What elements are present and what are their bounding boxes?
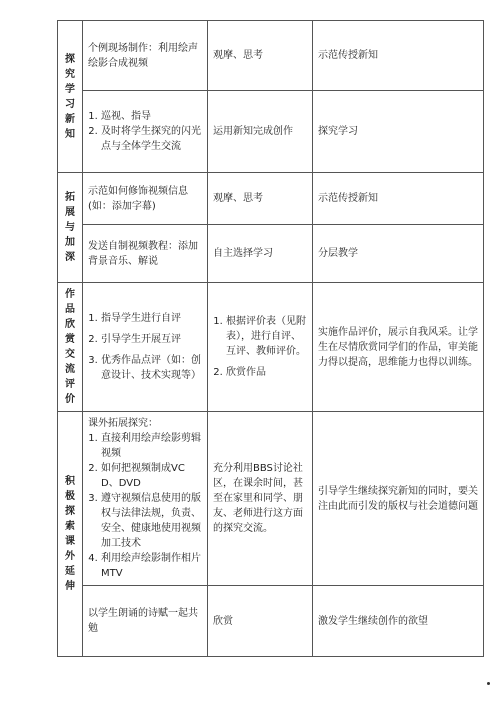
design-intent: 探究学习 — [313, 91, 484, 173]
student-activity: 观摩、思考 — [208, 21, 313, 91]
table-row — [58, 225, 484, 283]
list-item: 4. 利用绘声绘影制作相片MTV — [101, 551, 202, 581]
teacher-activity: 发送自制视频教程：添加背景音乐、解说 — [83, 225, 208, 283]
list-item: 1. 根据评价表（见附表），进行自评、互评、教师评价。 — [226, 314, 307, 359]
table-row — [58, 283, 484, 412]
page-dot — [487, 682, 490, 685]
design-intent: 引导学生继续探究新知的同时，要关注由此而引发的版权与社会道德问题 — [313, 412, 484, 586]
teacher-activity — [83, 412, 208, 586]
section-label-evaluate: 作品欣赏交流评价 — [58, 283, 83, 412]
list-item: 3. 优秀作品点评（如：创意设计、技术实现等） — [101, 353, 202, 383]
design-intent: 激发学生继续创作的欲望 — [313, 586, 484, 657]
list-item: 2. 及时将学生探究的闪光点与全体学生交流 — [101, 124, 202, 154]
table-row — [58, 412, 484, 586]
table-row — [58, 173, 484, 225]
extension-heading: 课外拓展探究： — [88, 418, 158, 429]
design-intent: 实施作品评价，展示自我风采。让学生在尽情欣赏同学们的作品，审美能力得以提高，思维能力也得以训练。 — [313, 283, 484, 412]
table-row — [58, 586, 484, 657]
student-activity: 充分利用BBS讨论社区，在课余时间，甚至在家里和同学、朋友、老师进行这方面的探究交流。 — [208, 412, 313, 586]
list-item: 1. 巡视、指导 — [101, 109, 202, 124]
teacher-activity: 示范如何修饰视频信息(如：添加字幕) — [83, 173, 208, 225]
section-label-expand: 积极探索课外延伸 — [58, 412, 83, 657]
list-item: 2. 引导学生开展互评 — [101, 332, 202, 347]
design-intent: 示范传授新知 — [313, 21, 484, 91]
section-label-extend: 拓展与加深 — [58, 173, 83, 283]
student-activity: 观摩、思考 — [208, 173, 313, 225]
student-activity: 运用新知完成创作 — [208, 91, 313, 173]
section-label-explore: 探究学习新知 — [58, 21, 83, 173]
teacher-activity: 以学生朗诵的诗赋一起共勉 — [83, 586, 208, 657]
list-item: 2. 欣赏作品 — [226, 365, 307, 380]
list-item: 1. 指导学生进行自评 — [101, 311, 202, 326]
lesson-plan-table — [57, 20, 484, 657]
teacher-activity — [83, 91, 208, 173]
list-item: 3. 遵守视频信息使用的版权与法律法规，负责、安全、健康地使用视频加工技术 — [101, 491, 202, 551]
student-activity: 自主选择学习 — [208, 225, 313, 283]
teacher-activity: 个例现场制作：利用绘声绘影合成视频 — [83, 21, 208, 91]
student-activity: 欣赏 — [208, 586, 313, 657]
table-row — [58, 21, 484, 91]
list-item: 1. 直接利用绘声绘影剪辑视频 — [101, 431, 202, 461]
list-item: 2. 如何把视频制成VCD、DVD — [101, 461, 202, 491]
design-intent: 示范传授新知 — [313, 173, 484, 225]
student-activity — [208, 283, 313, 412]
table-row — [58, 91, 484, 173]
teacher-activity — [83, 283, 208, 412]
design-intent: 分层教学 — [313, 225, 484, 283]
